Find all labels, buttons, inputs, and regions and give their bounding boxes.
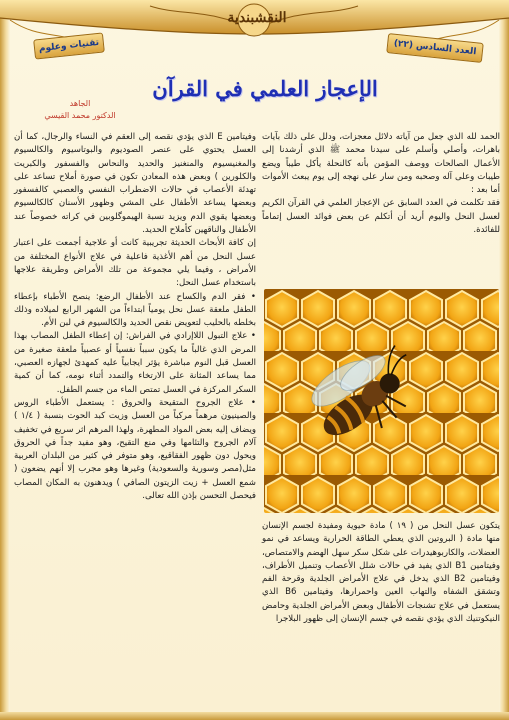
wounds-paragraph: • علاج الجروح المتقيحة والحروق : يستعمل الأطباء الروس والصينيون مرهماً مركباً من العسل وزيت كبد الحوت بنسبة ( ١/٤ ) ويضاف إليه بعض المواد المطهرة، ولهذا المرهم اثر سريع في تخفيف آلام الجروح والتئامها وفي منع التقيح، وهو مفيد جداً في الحروق ويحول دون ظهور الفقاقيع، وهو متوفر في كثير من البلدان العربية مثل(مصر وسورية والسعودية) وغيرها وهو مجرب إلا أنهم يضعون ( شمع العسل + زيت الزيتون الصافي ) ويدهنون به المكان المصاب فيحصل التحسن بإذن الله تعالى. <box>14 397 256 502</box>
left-column <box>14 131 256 503</box>
intro-paragraph: الحمد لله الذي جعل من آياته دلائل معجزات، ودلل على ذلك بآيات باهرات، وأصلي وأسلم على سيدنا محمد ﷺ الذي أرشدنا إلى الأعمال الصالحات ووصف المؤمن بأنه كالنحلة يأكل طيباً ويضع طيبات وعلى آله وصحبه ومن سار على نهجه إلى يوم يبعث الأموات أما بعد : <box>262 132 500 196</box>
issue-number-badge: العدد السادس (٢٢) <box>386 33 484 63</box>
right-frame-border <box>499 0 509 720</box>
vitamins-paragraph: وفيتامين E الذي يؤدي نقصه إلى العقم في النساء والرجال، كما أن العسل يحتوي على عنصر الصوديوم والبوتاسيوم والكالسيوم والمغنيسيوم والمنغنيز والحديد والنحاس والفسفور والكبريت والكلورين ) وبعض هذه المعادن تكون في صورة أملاح تساعد على تهدئة الأعصاب في حالات الاضطراب النفسي والعصبي كالفسفور وبعضها يساعد الأطفال على المشي وظهور الأسنان كالكالسيوم وبعضها يقوي الدم ويزيد نسبة الهيموگلوبين في كراته خصوصاً عند الأطفال والناقهين كأملاح الحديد. <box>14 132 256 236</box>
magazine-masthead: النقشبندية <box>227 10 287 26</box>
right-column-top <box>262 131 500 237</box>
right-column-bottom <box>262 520 500 626</box>
research-paragraph: إن كافة الأبحاث الحديثة تجريبية كانت أو علاجية أجمعت على اعتبار عسل النحل من أهم الأغذية فاعلية في علاج الأنواع المختلفة من الأمراض ، وفيما يلي مجموعة من تلك الأمراض وطريقة علاجها باستخدام عسل النحل: <box>14 238 256 289</box>
section-badge: تقنيات وعلوم <box>33 32 105 59</box>
author-block <box>40 98 120 122</box>
composition-paragraph: يتكون عسل النحل من ( ١٩ ) مادة حيوية ومفيدة لجسم الإنسان منها مادة ( البروتين الذي يعطي الطاقة الحرارية ويساعد في نمو العضلات، والكاربوهيدرات على شكل سكر سهل الهضم والامتصاص، وفيتامين B1 الذي يفيد في حالات شلل الأعصاب وتنميل الأطراف، وفيتامين B2 الذي يدخل في علاج الأمراض الجلدية وقرحة الفم وتشقق الشفاه والتهاب العين واحمرارها، وفيتامين B6 الذي يستعمل في علاج تشنجات الأطفال وبعض الأمراض الجلدية وحامض النيكوتنيك الذي يؤدي نقصه في جسم الإنسان إلى ظهور البلاجرا <box>262 521 500 625</box>
bedwetting-paragraph: • علاج التبول اللاإرادي في الفراش: إن إعطاء الطفل المصاب بهذا المرض الذي غالباً ما يكون سبباً نفسياً أو عصبياً ملعقة صغيرة من العسل قبل النوم مباشرة يؤثر ايجابياً عليه كمهدئ لجهازه العصبي، مما يساعد المثانة على الارتخاء والتمدد أثناء نومه، كما أن كمية السكر المركزة في العسل تمتص الماء من جسم الطفل. <box>14 331 256 395</box>
author-name: الدكتور محمد القيسي <box>44 111 116 120</box>
honeybee-on-honeycomb-icon <box>264 289 499 513</box>
left-frame-border <box>0 0 10 720</box>
honeybee-image <box>264 289 499 513</box>
author-title: الجاهد <box>69 99 91 108</box>
intro-paragraph-2: فقد تكلمت في العدد السابق عن الإعجاز العلمي في القرآن الكريم لعسل النحل واليوم أريد أن أتكلم عن بعض فوائد العسل إتماماً للفائدة. <box>262 198 500 236</box>
bottom-frame-border <box>0 712 509 720</box>
anemia-paragraph: • فقر الدم والكساح عند الأطفال الرضع: ينصح الأطباء بإعطاء الطفل ملعقة عسل نحل يومياً ابتداءاً من الشهر الرابع لميلاده وذلك بخلطه بالحليب لتعويض نقص الحديد والكالسيوم في لبن الأم. <box>14 291 256 329</box>
article-title: الإعجاز العلمي في القرآن <box>152 76 378 101</box>
page-header <box>0 0 509 66</box>
